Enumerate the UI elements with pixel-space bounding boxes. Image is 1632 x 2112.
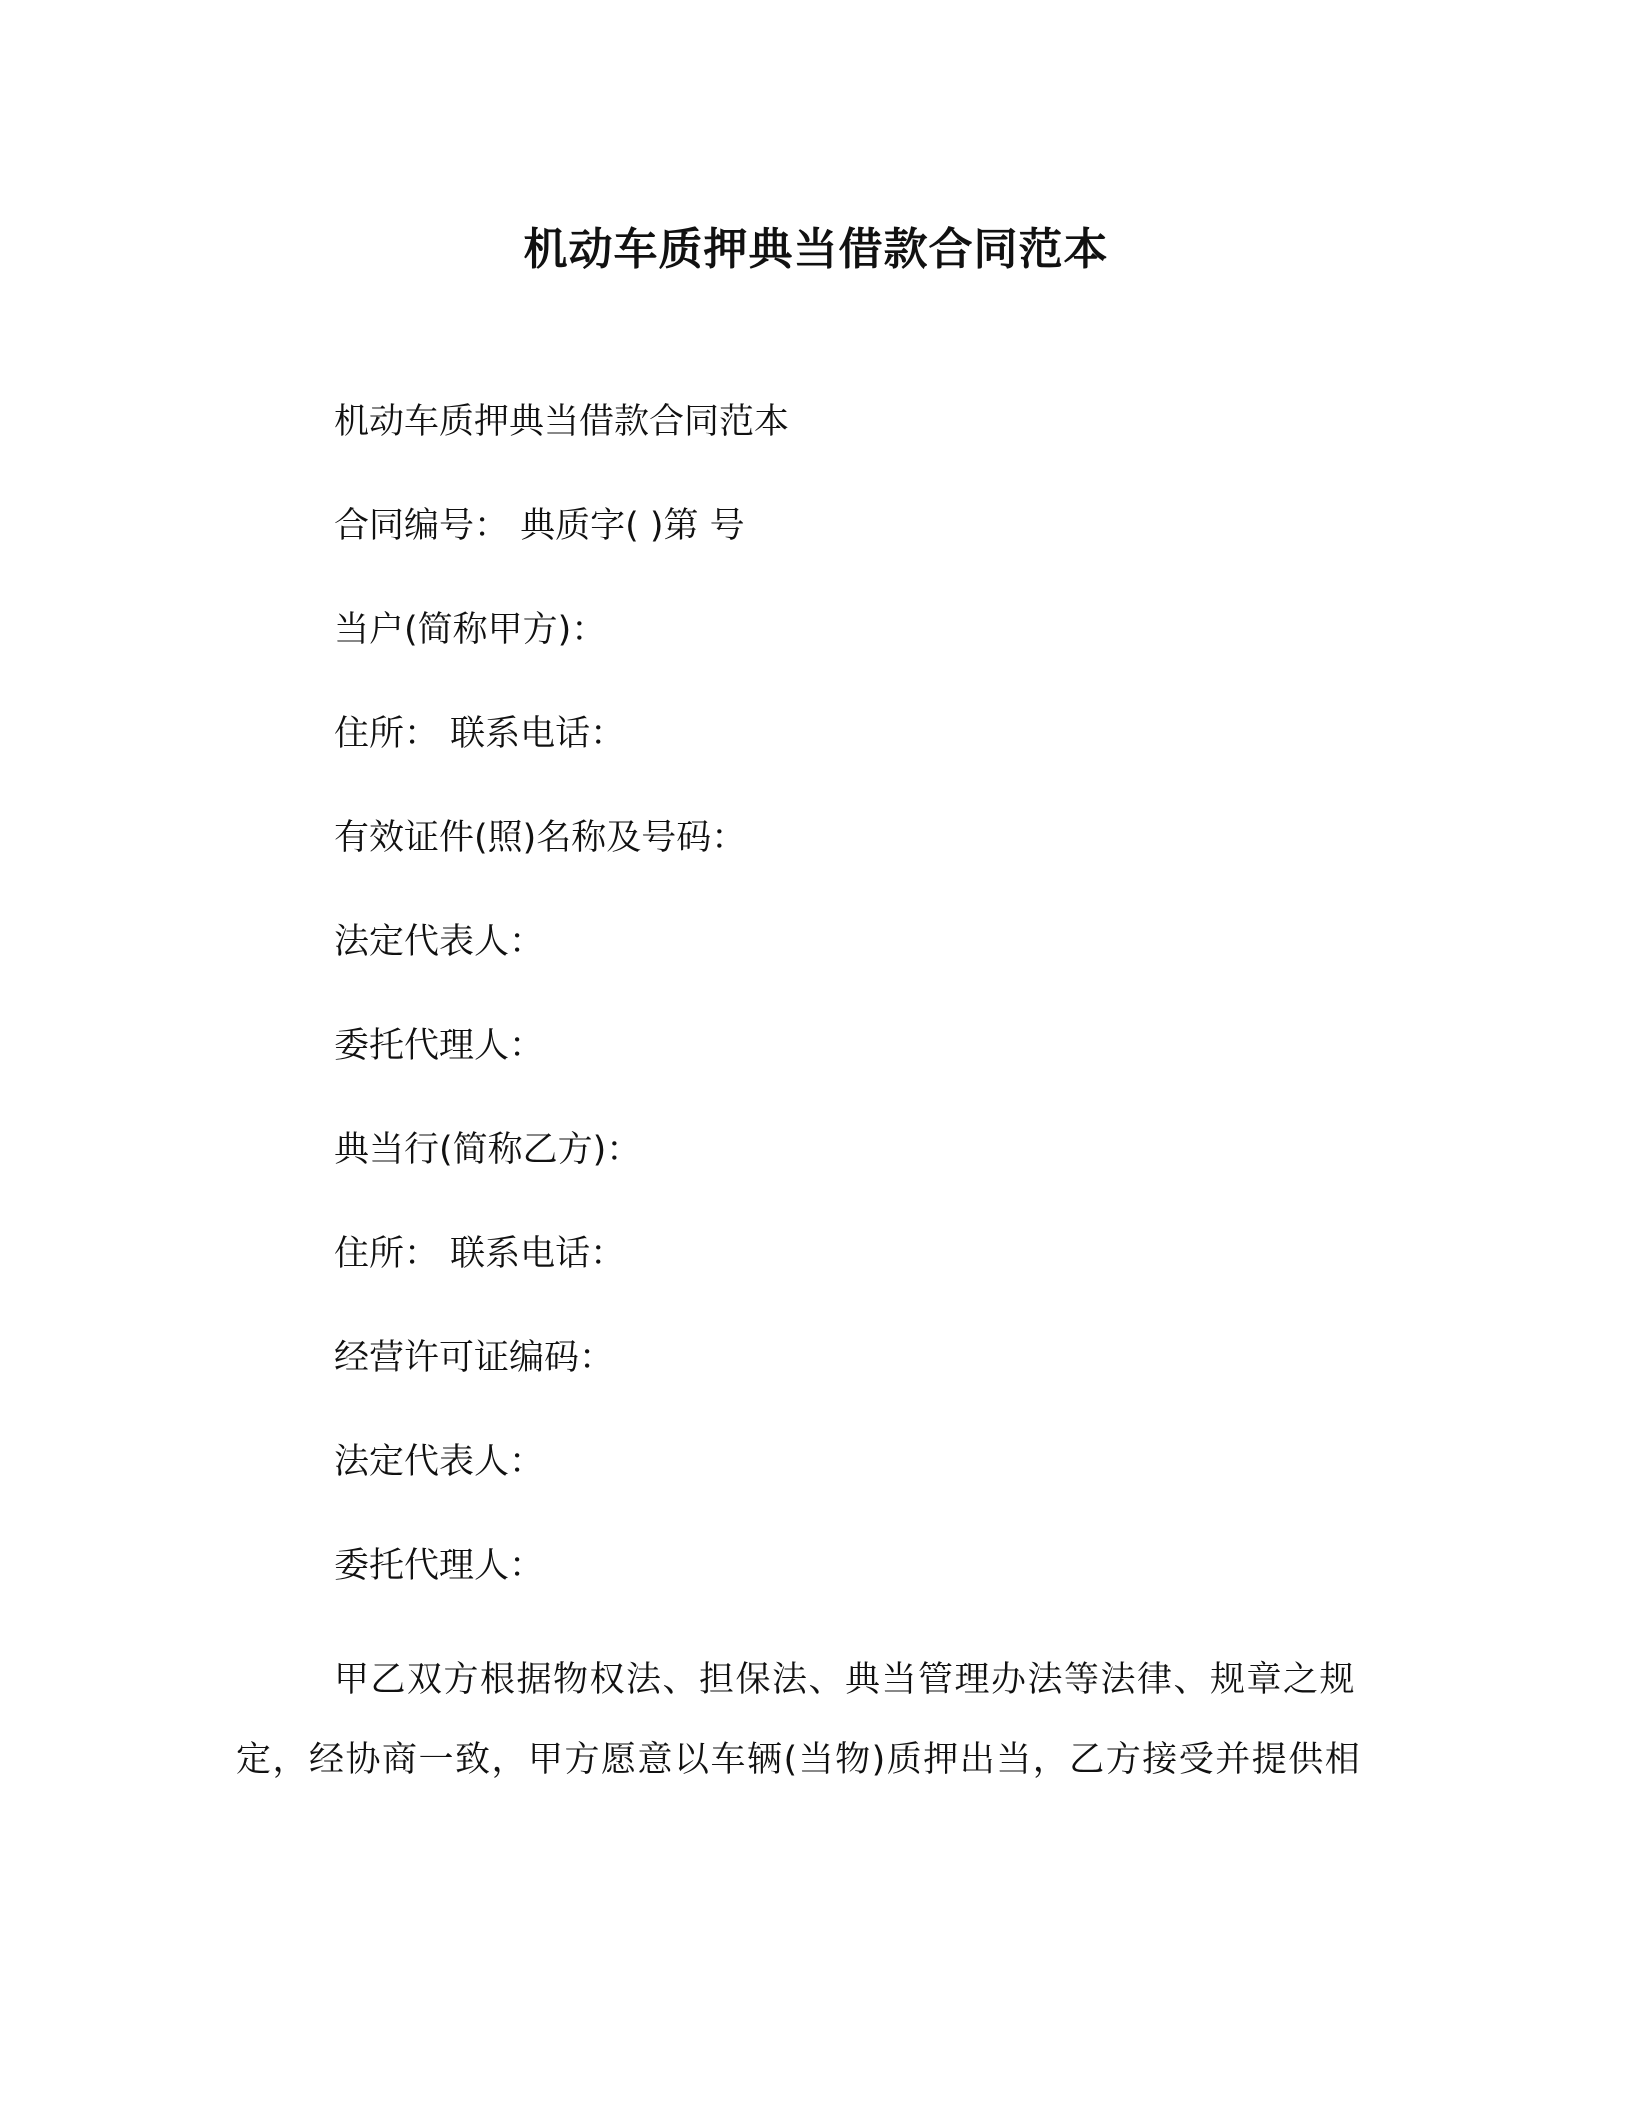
- business-license-line: 经营许可证编码：: [334, 1338, 615, 1378]
- contract-body-paragraph: 甲乙双方根据物权法、担保法、典当管理办法等法律、规章之规定，经协商一致，甲方愿意以车辆(当物)质押出当，乙方接受并提供相: [236, 1660, 1362, 1780]
- party-a-line: 当户(简称甲方)：: [334, 610, 607, 650]
- subtitle-line: 机动车质押典当借款合同范本: [334, 402, 790, 442]
- document-title: 机动车质押典当借款合同范本: [523, 224, 1109, 275]
- party-a-agent-line: 委托代理人：: [334, 1026, 545, 1066]
- contract-number-line: 合同编号： 典质字( )第 号: [334, 506, 745, 546]
- party-a-id-line: 有效证件(照)名称及号码：: [334, 818, 747, 858]
- party-a-address-phone-line: 住所： 联系电话：: [334, 714, 626, 754]
- party-b-agent-line: 委托代理人：: [334, 1546, 545, 1586]
- party-b-address-phone-line: 住所： 联系电话：: [334, 1234, 626, 1274]
- party-b-legal-representative-line: 法定代表人：: [334, 1442, 545, 1482]
- contract-header-fields: [334, 394, 1434, 1642]
- party-a-legal-representative-line: 法定代表人：: [334, 922, 545, 962]
- party-b-line: 典当行(简称乙方)：: [334, 1130, 642, 1170]
